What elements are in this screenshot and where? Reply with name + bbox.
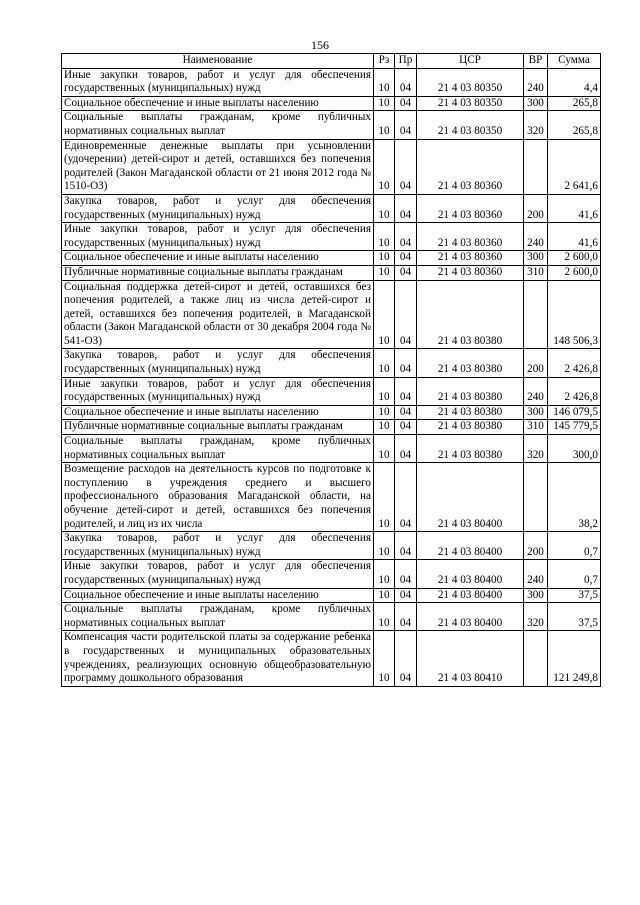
cell-sum: 41,6	[548, 223, 601, 251]
cell-name: Единовременные денежные выплаты при усыновлении (удочерении) детей-сирот и детей, оставшихся без попечения родителей (Закон Магаданской области от 21 июня 2012 года № 1510-ОЗ)	[62, 139, 374, 194]
table-row	[62, 251, 601, 266]
cell-name: Социальное обеспечение и иные выплаты населению	[62, 588, 374, 603]
table-row	[62, 463, 601, 532]
table-row	[62, 420, 601, 435]
cell-rz: 10	[374, 532, 395, 560]
cell-pr: 04	[395, 588, 417, 603]
table-row	[62, 349, 601, 377]
cell-csr: 21 4 03 80380	[417, 377, 524, 405]
cell-rz: 10	[374, 194, 395, 222]
cell-vr: 200	[524, 349, 548, 377]
cell-pr: 04	[395, 420, 417, 435]
table-row	[62, 588, 601, 603]
cell-csr: 21 4 03 80410	[417, 631, 524, 686]
cell-vr: 320	[524, 111, 548, 139]
cell-sum: 41,6	[548, 194, 601, 222]
cell-sum: 148 506,3	[548, 280, 601, 349]
table-row	[62, 111, 601, 139]
cell-vr: 200	[524, 532, 548, 560]
cell-sum: 0,7	[548, 532, 601, 560]
header-pr: Пр	[395, 54, 417, 69]
cell-pr: 04	[395, 435, 417, 463]
cell-sum: 38,2	[548, 463, 601, 532]
cell-pr: 04	[395, 377, 417, 405]
table-row	[62, 223, 601, 251]
cell-csr: 21 4 03 80380	[417, 280, 524, 349]
cell-sum: 265,8	[548, 96, 601, 111]
cell-name: Иные закупки товаров, работ и услуг для обеспечения государственных (муниципальных) нужд	[62, 560, 374, 588]
cell-sum: 2 600,0	[548, 265, 601, 280]
cell-pr: 04	[395, 560, 417, 588]
cell-sum: 146 079,5	[548, 405, 601, 420]
cell-vr: 310	[524, 265, 548, 280]
cell-pr: 04	[395, 251, 417, 266]
cell-rz: 10	[374, 349, 395, 377]
cell-csr: 21 4 03 80360	[417, 251, 524, 266]
cell-pr: 04	[395, 68, 417, 96]
cell-vr	[524, 139, 548, 194]
cell-vr: 320	[524, 603, 548, 631]
cell-pr: 04	[395, 280, 417, 349]
cell-name: Иные закупки товаров, работ и услуг для обеспечения государственных (муниципальных) нужд	[62, 223, 374, 251]
cell-sum: 2 426,8	[548, 349, 601, 377]
cell-csr: 21 4 03 80380	[417, 435, 524, 463]
header-vr: ВР	[524, 54, 548, 69]
cell-pr: 04	[395, 532, 417, 560]
cell-pr: 04	[395, 463, 417, 532]
cell-csr: 21 4 03 80380	[417, 405, 524, 420]
cell-vr: 300	[524, 251, 548, 266]
cell-pr: 04	[395, 405, 417, 420]
cell-sum: 0,7	[548, 560, 601, 588]
cell-name: Социальные выплаты гражданам, кроме публичных нормативных социальных выплат	[62, 603, 374, 631]
header-name: Наименование	[62, 54, 374, 69]
table-row	[62, 194, 601, 222]
cell-csr: 21 4 03 80400	[417, 532, 524, 560]
cell-sum: 2 600,0	[548, 251, 601, 266]
page-number: 156	[311, 38, 329, 52]
cell-name: Публичные нормативные социальные выплаты гражданам	[62, 420, 374, 435]
cell-vr: 320	[524, 435, 548, 463]
cell-rz: 10	[374, 223, 395, 251]
cell-pr: 04	[395, 139, 417, 194]
table-row	[62, 68, 601, 96]
cell-rz: 10	[374, 251, 395, 266]
cell-vr: 300	[524, 96, 548, 111]
cell-vr: 300	[524, 588, 548, 603]
cell-pr: 04	[395, 631, 417, 686]
table-row	[62, 96, 601, 111]
cell-csr: 21 4 03 80380	[417, 420, 524, 435]
cell-csr: 21 4 03 80360	[417, 139, 524, 194]
cell-rz: 10	[374, 463, 395, 532]
cell-csr: 21 4 03 80400	[417, 588, 524, 603]
cell-name: Публичные нормативные социальные выплаты гражданам	[62, 265, 374, 280]
budget-table	[61, 53, 601, 687]
cell-pr: 04	[395, 223, 417, 251]
table-row	[62, 377, 601, 405]
cell-sum: 145 779,5	[548, 420, 601, 435]
cell-csr: 21 4 03 80360	[417, 194, 524, 222]
table-row	[62, 603, 601, 631]
cell-name: Иные закупки товаров, работ и услуг для обеспечения государственных (муниципальных) нужд	[62, 68, 374, 96]
cell-csr: 21 4 03 80400	[417, 463, 524, 532]
cell-pr: 04	[395, 96, 417, 111]
table-header-row	[62, 54, 601, 69]
cell-sum: 2 426,8	[548, 377, 601, 405]
table-row	[62, 265, 601, 280]
cell-sum: 300,0	[548, 435, 601, 463]
cell-rz: 10	[374, 265, 395, 280]
cell-rz: 10	[374, 96, 395, 111]
cell-csr: 21 4 03 80400	[417, 603, 524, 631]
cell-sum: 37,5	[548, 603, 601, 631]
cell-pr: 04	[395, 194, 417, 222]
cell-name: Социальная поддержка детей-сирот и детей, оставшихся без попечения родителей, а также лиц из числа детей-сирот и детей, оставшихся без попечения родителей, в Магаданской области (Закон Магаданской области от 30 декабря 2004 года № 541-ОЗ)	[62, 280, 374, 349]
cell-rz: 10	[374, 68, 395, 96]
cell-sum: 265,8	[548, 111, 601, 139]
cell-rz: 10	[374, 631, 395, 686]
cell-name: Социальное обеспечение и иные выплаты населению	[62, 96, 374, 111]
cell-csr: 21 4 03 80350	[417, 68, 524, 96]
cell-vr: 240	[524, 560, 548, 588]
table-row	[62, 435, 601, 463]
cell-name: Социальное обеспечение и иные выплаты населению	[62, 405, 374, 420]
header-rz: Рз	[374, 54, 395, 69]
cell-sum: 4,4	[548, 68, 601, 96]
cell-rz: 10	[374, 377, 395, 405]
cell-pr: 04	[395, 265, 417, 280]
cell-sum: 121 249,8	[548, 631, 601, 686]
cell-sum: 2 641,6	[548, 139, 601, 194]
header-sum: Сумма	[548, 54, 601, 69]
cell-name: Социальные выплаты гражданам, кроме публичных нормативных социальных выплат	[62, 435, 374, 463]
cell-name: Иные закупки товаров, работ и услуг для обеспечения государственных (муниципальных) нужд	[62, 377, 374, 405]
cell-rz: 10	[374, 405, 395, 420]
cell-pr: 04	[395, 349, 417, 377]
cell-rz: 10	[374, 420, 395, 435]
table-row	[62, 631, 601, 686]
cell-vr	[524, 280, 548, 349]
cell-vr: 310	[524, 420, 548, 435]
cell-rz: 10	[374, 588, 395, 603]
cell-name: Социальные выплаты гражданам, кроме публичных нормативных социальных выплат	[62, 111, 374, 139]
cell-csr: 21 4 03 80360	[417, 223, 524, 251]
header-csr: ЦСР	[417, 54, 524, 69]
table-row	[62, 139, 601, 194]
cell-rz: 10	[374, 560, 395, 588]
cell-csr: 21 4 03 80400	[417, 560, 524, 588]
cell-csr: 21 4 03 80360	[417, 265, 524, 280]
cell-name: Социальное обеспечение и иные выплаты населению	[62, 251, 374, 266]
cell-csr: 21 4 03 80380	[417, 349, 524, 377]
table-row	[62, 280, 601, 349]
cell-vr: 240	[524, 377, 548, 405]
table-row	[62, 532, 601, 560]
cell-name: Закупка товаров, работ и услуг для обеспечения государственных (муниципальных) нужд	[62, 194, 374, 222]
cell-name: Возмещение расходов на деятельность курсов по подготовке к поступлению в учреждения среднего и высшего профессионального образования Магаданской области, на обучение детей-сирот и детей, оставшихся без попечения родителей, и лиц из их числа	[62, 463, 374, 532]
cell-name: Компенсация части родительской платы за содержание ребенка в государственных и муниципальных образовательных учреждениях, реализующих основную общеобразовательную программу дошкольного образования	[62, 631, 374, 686]
table-row	[62, 560, 601, 588]
cell-pr: 04	[395, 111, 417, 139]
cell-vr: 300	[524, 405, 548, 420]
cell-vr: 240	[524, 68, 548, 96]
cell-vr	[524, 631, 548, 686]
cell-sum: 37,5	[548, 588, 601, 603]
cell-pr: 04	[395, 603, 417, 631]
cell-csr: 21 4 03 80350	[417, 111, 524, 139]
cell-name: Закупка товаров, работ и услуг для обеспечения государственных (муниципальных) нужд	[62, 349, 374, 377]
cell-name: Закупка товаров, работ и услуг для обеспечения государственных (муниципальных) нужд	[62, 532, 374, 560]
cell-vr	[524, 463, 548, 532]
cell-csr: 21 4 03 80350	[417, 96, 524, 111]
cell-rz: 10	[374, 603, 395, 631]
cell-rz: 10	[374, 139, 395, 194]
cell-vr: 200	[524, 194, 548, 222]
cell-rz: 10	[374, 111, 395, 139]
cell-vr: 240	[524, 223, 548, 251]
table-row	[62, 405, 601, 420]
cell-rz: 10	[374, 280, 395, 349]
cell-rz: 10	[374, 435, 395, 463]
